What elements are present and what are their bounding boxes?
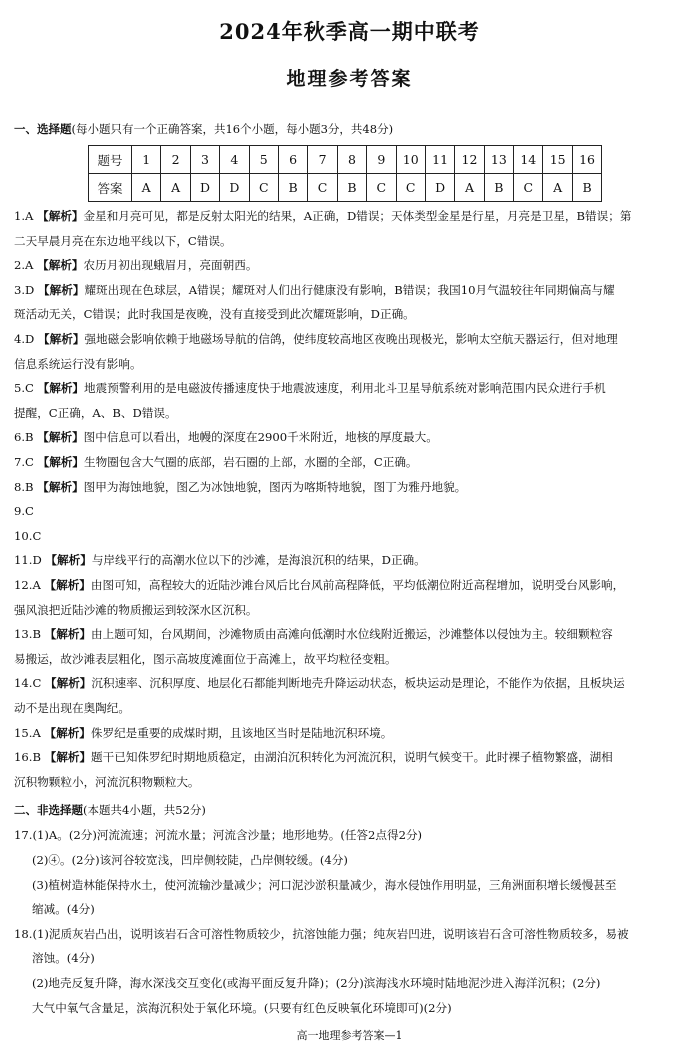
- section2-note: (本题共4小题，共52分): [83, 803, 206, 818]
- explanation-line: [14, 233, 232, 249]
- analysis-tag: 【解析】: [37, 455, 85, 469]
- explanation-text: 与岸线平行的高潮水位以下的沙滩，是海浪沉积的结果，D正确。: [91, 553, 426, 568]
- explanation-text: 生物圈包含大气圈的底部，岩石圈的上部，水圈的全部，C正确。: [84, 455, 418, 469]
- explanation-text: 强地磁会影响依赖于地磁场导航的信鸽，使纬度较高地区夜晚出现极光，影响太空航天器运行，但对地理: [84, 332, 618, 346]
- question-number-cell: 14: [514, 146, 543, 174]
- explanation-line: [14, 528, 41, 544]
- answer-cell: A: [161, 174, 190, 202]
- explanation-line: [14, 651, 397, 667]
- answer-cell: B: [278, 174, 307, 202]
- question-answer-key: 14.C: [14, 676, 45, 691]
- section1-note: (每小题只有一个正确答案，共16个小题，每小题3分，共48分): [71, 122, 394, 136]
- answer-line: (2)地壳反复升降，海水深浅交互变化(或海平面反复升降)；(2分)滨海浅水环境时陆地泥沙进入海洋沉积；(2分): [32, 975, 601, 990]
- question-number-cell: 9: [367, 146, 396, 174]
- table-header-number: 题号: [89, 146, 132, 174]
- answer-cell: B: [337, 174, 366, 202]
- question-answer-key: 8.B: [14, 479, 38, 494]
- answer-cell: B: [572, 174, 601, 202]
- explanation-text: 图甲为海蚀地貌，图乙为冰蚀地貌，图丙为喀斯特地貌，图丁为雅丹地貌。: [83, 479, 467, 494]
- explanation-line: [14, 725, 392, 741]
- explanation-text: 易搬运，故沙滩表层粗化，图示高坡度滩面位于高滩上，故平均粒径变粗。: [14, 651, 397, 666]
- question-number-cell: 6: [278, 146, 307, 174]
- section1-heading: [14, 121, 393, 137]
- question-answer-key: 13.B: [14, 627, 45, 642]
- explanation-text: 动不是出现在奥陶纪。: [14, 701, 130, 715]
- explanation-line: [14, 577, 624, 593]
- answer-cell: C: [308, 174, 337, 202]
- section1-title: 一、选择题: [14, 122, 72, 136]
- explanation-text: 图中信息可以看出，地幔的深度在2900千米附近，地核的厚度最大。: [83, 430, 438, 445]
- page-footer: 高一地理参考答案—1: [296, 1029, 403, 1042]
- question-answer-key: 11.D: [14, 553, 46, 568]
- analysis-tag: 【解析】: [44, 750, 92, 765]
- explanation-text: 沉积物颗粒小，河流沉积物颗粒大。: [14, 774, 200, 789]
- question-number-cell: 5: [249, 146, 278, 174]
- explanation-text: 信息系统运行没有影响。: [14, 356, 142, 371]
- explanation-text: 提醒，C正确，A、B、D错误。: [14, 405, 177, 420]
- explanation-line: [14, 380, 606, 396]
- answer-cell: C: [514, 174, 543, 202]
- explanation-line: [14, 429, 438, 445]
- page-subtitle: 地理参考答案: [286, 68, 413, 90]
- answer-line: 溶蚀。(4分): [32, 951, 95, 966]
- answer-table: [88, 145, 602, 202]
- page-title: 2024年秋季高一期中联考: [219, 19, 480, 44]
- explanation-line: [14, 454, 418, 470]
- answer-cell: D: [425, 174, 454, 202]
- question-answer-key: 6.B: [14, 430, 38, 445]
- analysis-tag: 【解析】: [37, 258, 84, 273]
- explanation-line: [14, 405, 177, 421]
- analysis-tag: 【解析】: [45, 676, 92, 691]
- analysis-tag: 【解析】: [44, 578, 91, 592]
- question-answer-key: 3.D: [14, 282, 39, 297]
- explanation-text: 沉积速率、沉积厚度、地层化石都能判断地壳升降运动状态，板块运动是理论，不能作为依据，且板块运: [91, 676, 625, 691]
- explanation-text: 题干已知侏罗纪时期地质稳定，由湖泊沉积转化为河流沉积，说明气候变干。此时裸子植物繁盛，湖相: [91, 750, 613, 765]
- question-answer-key: 15.A: [14, 725, 45, 740]
- explanation-line: [14, 774, 200, 790]
- answer-line: (2)④。(2分)该河谷较宽浅，凹岸侧较陡，凸岸侧较缓。(4分): [32, 852, 348, 867]
- question-number-cell: 12: [455, 146, 484, 174]
- explanation-line: [14, 503, 34, 519]
- answer-cell: C: [249, 174, 278, 202]
- explanation-text: 由上题可知，台风期间，沙滩物质由高滩向低潮时水位线附近搬运，沙滩整体以侵蚀为主。较细颗粒容: [91, 627, 613, 642]
- analysis-tag: 【解析】: [37, 381, 85, 396]
- explanation-text: 二天早晨月亮在东边地平线以下，C错误。: [14, 233, 232, 248]
- question-number-cell: 1: [132, 146, 161, 174]
- explanation-text: 斑活动无关，C错误；此时我国是夜晚，没有直接受到此次耀斑影响，D正确。: [14, 307, 415, 322]
- question-answer-key: 5.C: [14, 381, 38, 396]
- question-answer-key: 10.C: [14, 528, 42, 543]
- question-answer-key: 12.A: [14, 578, 45, 592]
- question-answer-key: 16.B: [14, 750, 45, 765]
- explanation-text: 金星和月亮可见，都是反射太阳光的结果，A正确，D错误；天体类型金星是行星，月亮是卫星，B错误；第: [83, 209, 632, 223]
- answer-cell: A: [132, 174, 161, 202]
- question-answer-key: 1.A: [14, 209, 38, 223]
- explanation-line: [14, 700, 130, 716]
- analysis-tag: 【解析】: [38, 332, 85, 346]
- answer-cell: D: [190, 174, 219, 202]
- answer-cell: B: [484, 174, 513, 202]
- question-number-cell: 7: [308, 146, 337, 174]
- explanation-line: [14, 356, 142, 372]
- answer-line: 17.(1)A。(2分)河流流速；河流水量；河流含沙量；地形地势。(任答2点得2分): [14, 828, 423, 843]
- analysis-tag: 【解析】: [45, 553, 92, 568]
- explanation-text: 侏罗纪是重要的成煤时期，且该地区当时是陆地沉积环境。: [90, 725, 393, 740]
- explanation-line: [14, 675, 625, 691]
- question-number-cell: 4: [220, 146, 249, 174]
- analysis-tag: 【解析】: [37, 430, 84, 445]
- answer-cell: D: [220, 174, 249, 202]
- question-number-cell: 2: [161, 146, 190, 174]
- explanation-line: [14, 479, 466, 495]
- question-answer-key: 4.D: [14, 332, 39, 346]
- explanation-line: [14, 602, 257, 618]
- question-number-cell: 3: [190, 146, 219, 174]
- explanation-line: [14, 552, 426, 568]
- question-number-cell: 11: [425, 146, 454, 174]
- question-number-cell: 16: [572, 146, 601, 174]
- analysis-tag: 【解析】: [38, 282, 85, 297]
- question-number-cell: 13: [484, 146, 513, 174]
- answer-cell: A: [543, 174, 572, 202]
- explanation-text: 强风浪把近陆沙滩的物质搬运到较深水区沉积。: [14, 602, 258, 617]
- answer-cell: C: [367, 174, 396, 202]
- question-number-cell: 10: [396, 146, 425, 174]
- table-row-numbers: [89, 146, 602, 174]
- explanation-line: [14, 208, 631, 224]
- explanation-line: [14, 626, 613, 642]
- explanation-line: [14, 282, 615, 298]
- answer-cell: C: [396, 174, 425, 202]
- explanation-line: [14, 306, 415, 322]
- answer-line: (3)植树造林能保持水土，使河流输沙量减少；河口泥沙淤积量减少，海水侵蚀作用明显，三角洲面积增长缓慢甚至: [32, 877, 617, 892]
- analysis-tag: 【解析】: [37, 209, 84, 223]
- question-answer-key: 2.A: [14, 258, 38, 273]
- analysis-tag: 【解析】: [37, 479, 84, 494]
- question-answer-key: 9.C: [14, 504, 34, 519]
- question-number-cell: 15: [543, 146, 572, 174]
- section2-heading: [14, 802, 206, 818]
- answer-line: 大气中氧气含量足，滨海沉积处于氧化环境。(只要有红色反映氧化环境即可)(2分): [32, 1000, 452, 1015]
- answer-cell: A: [455, 174, 484, 202]
- explanation-line: [14, 257, 257, 273]
- explanation-text: 农历月初出现蛾眉月，亮面朝西。: [83, 258, 258, 273]
- explanation-text: 耀斑出现在色球层，A错误；耀斑对人们出行健康没有影响，B错误；我国10月气温较往年同期偏高与耀: [84, 282, 615, 297]
- analysis-tag: 【解析】: [44, 725, 91, 740]
- explanation-text: 地震预警利用的是电磁波传播速度快于地震波速度，利用北斗卫星导航系统对影响范围内民众进行手机: [84, 381, 606, 396]
- section2-title: 二、非选择题: [14, 803, 83, 818]
- question-number-cell: 8: [337, 146, 366, 174]
- explanation-text: 由图可知，高程较大的近陆沙滩台风后比台风前高程降低，平均低潮位附近高程增加，说明受台风影响，: [90, 578, 625, 592]
- explanation-line: [14, 331, 618, 347]
- answer-line: 缩减。(4分): [32, 902, 95, 917]
- table-header-answer: 答案: [89, 174, 132, 202]
- explanation-line: [14, 749, 613, 765]
- question-answer-key: 7.C: [14, 455, 38, 469]
- analysis-tag: 【解析】: [44, 627, 92, 642]
- table-row-answers: [89, 174, 602, 202]
- answer-line: 18.(1)泥质灰岩凸出，说明该岩石含可溶性物质较少，抗溶蚀能力强；纯灰岩凹进，说明该岩石含可溶性物质较多，易被: [14, 926, 629, 941]
